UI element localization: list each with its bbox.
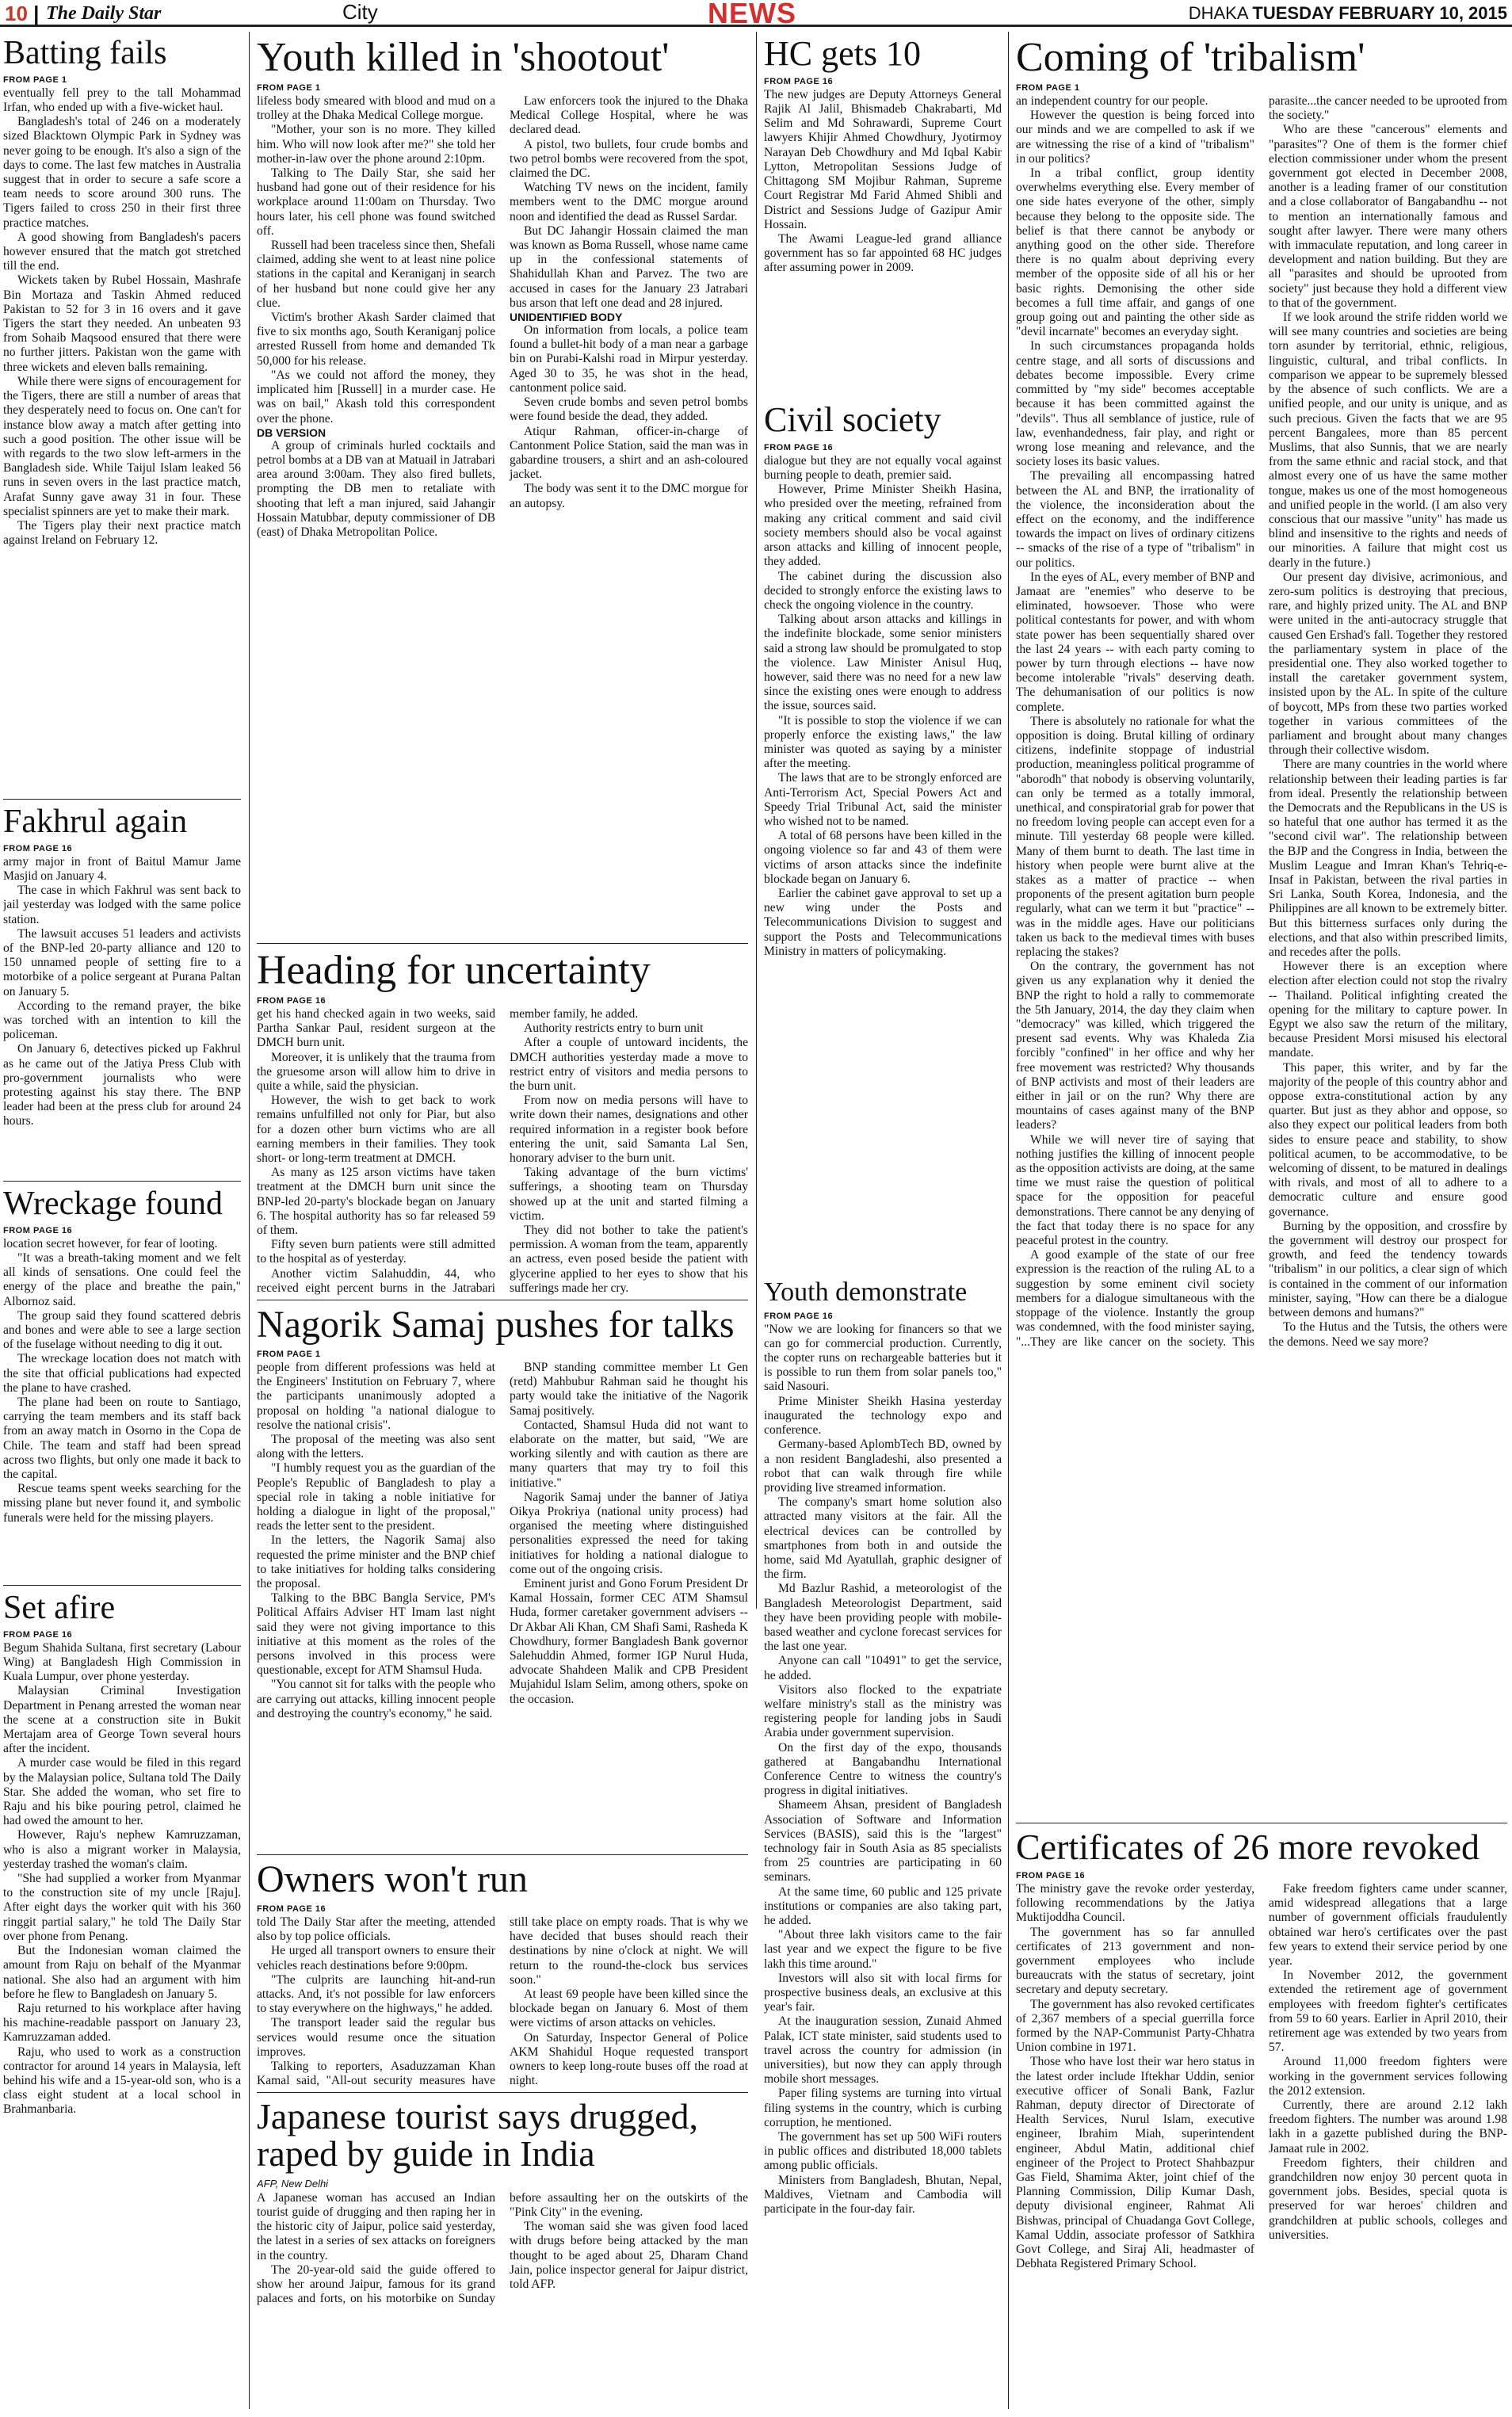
- paragraph: A good example of the state of our free expression is the reaction of the ruling AL to a suggestion by some eminent civil society members for a dialogue simultaneous with the stoppage of the violence. Instantly the group was condemned, with the food minister saying, "...They are like cancer on the society. This parasite...the cancer needed to be uprooted from the society.": [1016, 94, 1507, 1349]
- paragraph: Ministers from Bangladesh, Bhutan, Nepal, Maldives, Vietnam and Cambodia will participate in the four-day fair.: [764, 2173, 1002, 2217]
- paragraph: A good showing from Bangladesh's pacers however ensured that the match got stretched till the end.: [3, 230, 241, 273]
- paragraph: Freedom fighters, their children and grandchildren now enjoy 30 percent quota in government jobs. Besides, special quota is preserved for war heroes' children and grandchildren at public schools, colleges and universities.: [1269, 2155, 1507, 2242]
- story-owners-wont-run: [257, 1861, 748, 2087]
- paragraph: He urged all transport owners to ensure their vehicles reach destinations before 9:00pm.: [257, 1944, 495, 1972]
- headline: Heading for uncertainty: [257, 949, 651, 993]
- newspaper-logo: The Daily Star: [46, 3, 162, 24]
- paragraph: On Saturday, Inspector General of Police AKM Shahidul Hoque requested transport owners to keep long-route buses off the road at night.: [510, 2030, 748, 2087]
- from-page-tag: FROM PAGE 1: [257, 1349, 321, 1359]
- headline: Wreckage found: [3, 1187, 223, 1222]
- paragraph: The proposal of the meeting was also sent along with the letters.: [257, 1432, 495, 1461]
- paragraph: But DC Jahangir Hossain claimed the man was known as Boma Russell, whose name came up in the confessional statements of Shahidullah Khan and Parvez. The two are accused in cases for the January 23 Jatrabari bus arson that left one dead and 28 injured.: [510, 223, 748, 310]
- story-japanese-tourist: [257, 2098, 748, 2414]
- paragraph: The group said they found scattered debris and bones and were able to see a large section of the fuselage without needing to dig it out.: [3, 1308, 241, 1352]
- paragraph: Rescue teams spent weeks searching for the missing plane but never found it, and symbolic funerals were held for the missing players.: [3, 1482, 241, 1525]
- paragraph: The prevailing all encompassing hatred between the AL and BNP, the irrationality of the violence, the inconsideration about the effect on the economy, and the indifference towards the impact on lives of ordinary citizens -- smacks of the rise of a type of "tribalism" in our politics.: [1016, 469, 1254, 570]
- paragraph: The Awami League-led grand alliance government has so far appointed 68 HC judges after assuming power in 2009.: [764, 231, 1002, 275]
- article-body: [764, 88, 1002, 276]
- paragraph: Paper filing systems are turning into virtual filing systems in the country, which is curbing corruption, he mentioned.: [764, 2087, 1002, 2129]
- paragraph: "Now we are looking for financers so that we can go for commercial production. Currently, the copter runs on rechargeable batteries but it is possible to run them from solar panels too," said Nasouri.: [764, 1322, 1002, 1394]
- paragraph: If we look around the strife ridden world we will see many countries and societies are being torn asunder by territorial, ethnic, religious, linguistic, cultural, and tribal conflicts. In comparison we appear to be supremely blessed by the absence of such conflicts. We are a unified people, and our unity is unique, and as such precious. Given the facts that we are 95 percent Bangalees, more than 85 percent Muslims, that also Sunnis, that we are nearly from the same ethnic and racial stock, and that almost every one of us have the same mother tongue, makes us one of the most homogeneous and unified people in the world. (I am also very conscious that our massive "unity" has made us blind and insensitive to the rights and needs of our minorities. A failure that might cost us dearly in the future.): [1269, 311, 1507, 570]
- from-page-tag: FROM PAGE 16: [257, 996, 326, 1006]
- paragraph: In November 2012, the government extended the retirement age of government employees with freedom fighter's certificates from 59 to 60 years. Earlier in April 2010, their retirement age was extended by two years from 57.: [1269, 1968, 1507, 2055]
- paragraph: "It is possible to stop the violence if we can properly enforce the existing laws," the law minister was quoted as saying by a minister after the meeting.: [764, 713, 1002, 771]
- paragraph: BNP standing committee member Lt Gen (retd) Mahbubur Rahman said he thought his party would take the initiative of the Nagorik Samaj positively.: [510, 1360, 748, 1418]
- paragraph: Moreover, it is unlikely that the trauma from the gruesome arson will allow him to drive in quite a while, said the physician.: [257, 1050, 495, 1094]
- paragraph: Watching TV news on the incident, family members went to the DMC morgue around noon and identified the dead as Russel Sardar.: [510, 181, 748, 223]
- from-page-tag: FROM PAGE 16: [3, 1629, 73, 1640]
- headline: Fakhrul again: [3, 805, 188, 840]
- paragraph: Seven crude bombs and seven petrol bombs were found beside the dead, they added.: [510, 395, 748, 424]
- story-civil-society: [764, 403, 1002, 1273]
- paragraph: This paper, this writer, and by far the majority of the people of this country abhor and oppose extra-constitutional action by any quarter. But just as they abhor and oppose, so also they expect our political leaders from both sides to ensure peace and stability, to show political acumen, to be accommodative, to be welcoming of dissent, to be matured in dealings with rivals, and most of all to adhere to a democratic culture and ensure good governance.: [1269, 1060, 1507, 1219]
- headline: Japanese tourist says drugged, raped by guide in India: [257, 2098, 698, 2174]
- paragraph: The lawsuit accuses 51 leaders and activists of the BNP-led 20-party alliance and 120 to 150 unnamed people of setting fire to a motorbike of a police sergeant at Purana Paltan on January 5.: [3, 926, 241, 998]
- paragraph: At the same time, 60 public and 125 private institutions or companies are also taking part, he added.: [764, 1884, 1002, 1927]
- paragraph: people from different professions was held at the Engineers' Institution on February 7, where the participants unanimously adopted a proposal on holding "a national dialogue to resolve the national crisis".: [257, 1360, 495, 1432]
- story-certificates-revoked: [1016, 1829, 1507, 2414]
- story-fakhrul-again: [3, 805, 241, 1174]
- paragraph: In the letters, the Nagorik Samaj also requested the prime minister and the BNP chief to take initiatives for holding talks considering the proposal.: [257, 1533, 495, 1590]
- paragraph: Earlier the cabinet gave approval to set up a new wing under the Posts and Telecommunications Division to suggest and support the Posts and Telecommunications Ministry in matters of policymaking.: [764, 886, 1002, 958]
- paragraph: At the inauguration session, Zunaid Ahmed Palak, ICT state minister, said students used to travel across the country for admission (in universities), but now they can apply through mobile short messages.: [764, 2014, 1002, 2087]
- story-set-afire: [3, 1591, 241, 2414]
- paragraph: "About three lakh visitors came to the fair last year and we expect the figure to be five lakh this time around.": [764, 1928, 1002, 1971]
- headline: Civil society: [764, 403, 941, 439]
- paragraph: Prime Minister Sheikh Hasina yesterday inaugurated the technology expo and conference.: [764, 1394, 1002, 1438]
- paragraph: On the contrary, the government has not given us any explanation why it denied the BNP the right to hold a rally to commemorate the 5th January, 2014, the day they claim when "democracy" was killed, which triggered the present sad events. Why was Khaleda Zia forcibly "confined" in her office and why her free movement was restricted? Why thousands of BNP activists and most of their leaders are either in jail or on the run? Why there are mountains of cases against many of the BNP leaders?: [1016, 960, 1254, 1132]
- paragraph: However, Prime Minister Sheikh Hasina, who presided over the meeting, refrained from making any critical comment and said civil society members should also be vocal against arson attacks and killing of innocent people, they added.: [764, 483, 1002, 569]
- paragraph: On January 6, detectives picked up Fakhrul as he came out of the Jatiya Press Club with pro-government journalists who were protesting against his stay there. The BNP leader had been at the press club for around 24 hours.: [3, 1042, 241, 1128]
- from-page-tag: FROM PAGE 16: [764, 76, 834, 86]
- article-body: [3, 1237, 241, 1525]
- paragraph: The 20-year-old said the guide offered to show her around Jaipur, famous for its grand palaces and forts, on his motorbike on Sunday before assaulting her on the outskirts of the "Pink City" in the evening.: [257, 2190, 748, 2306]
- paragraph: The woman said she was given food laced with drugs before being attacked by the man thought to be aged about 25, Dharam Chand Jain, police inspector general for Jaipur district, told AFP.: [510, 2220, 748, 2292]
- paragraph: There are many countries in the world where relationship between their leading parties is far from ideal. Presently the relationship between the Democrats and the Republicans in the US is so hateful that one author has termed it as the "second civil war". The relationship between the BJP and the Congress in India, between the Muslim League and Imran Khan's Tehriq-e-Insaf in Pakistan, between the rival parties in Sri Lanka, South Korea, Indonesia, and the Philippines are all known to be extremely bitter. But this bitterness surfaces only during the elections, and that also within prescribed limits, and recedes after the polls.: [1269, 758, 1507, 960]
- headline: Set afire: [3, 1591, 116, 1626]
- paragraph: "Mother, your son is no more. They killed him. Who will now look after me?" she told her mother-in-law over the phone around 2:10pm.: [257, 123, 495, 166]
- paragraph: Contacted, Shamsul Huda did not want to elaborate on the matter, but said, "We are working silently and with caution as there are many quarters that may try to foil this initiative.": [510, 1418, 748, 1490]
- paragraph: Our present day divisive, acrimonious, and zero-sum politics is destroying that precious, rare, and highly prized unity. The AL and BNP were united in the anti-autocracy struggle that caused Gen Ershad's fall. Together they restored the parliamentary system in place of the presidential one. They also worked together to install the caretaker government system, insisted upon by the AL. In spite of the culture of boycott, MPs from these two parties worked together in various committees of the parliament and brought about many changes through their collective wisdom.: [1269, 570, 1507, 758]
- paragraph: Law enforcers took the injured to the Dhaka Medical College Hospital, where he was declared dead.: [510, 94, 748, 137]
- paragraph: Authority restricts entry to burn unit: [524, 1021, 704, 1036]
- paragraph: member family, he added.: [510, 1007, 639, 1021]
- paragraph: In such circumstances propaganda holds centre stage, and all sorts of discussions and debates become impossible. Every crime committed by "my side" becomes acceptable because it has been committed against the "devils". Thus all semblance of justice, rule of law, evenhandedness, fair play, and right or wrong lose meaning and relevance, and the society loses its basic values.: [1016, 339, 1254, 469]
- from-page-tag: FROM PAGE 16: [764, 1311, 834, 1321]
- paragraph: However, Raju's nephew Kamruzzaman, who is also a migrant worker in Malaysia, yesterday trashed the woman's claim.: [3, 1828, 241, 1871]
- article-body: [3, 855, 241, 1129]
- story-youth-killed: [257, 36, 748, 938]
- from-page-tag: FROM PAGE 16: [1016, 1870, 1086, 1881]
- paragraph: The Tigers play their next practice match against Ireland on February 12.: [3, 518, 241, 548]
- headline: HC gets 10: [764, 36, 921, 73]
- paragraph: Those who have lost their war hero status in the latest order include Iftekhar Uddin, senior executive officer of Sonali Bank, Fazlur Rahman, deputy director of Directorate of Health Services, Nurul Islam, executive engineer, Ibrahim Miah, superintendent engineer, Abdul Matin, additional chief engineer of the Project to Protect Shahbazpur Gas Field, Shamima Akter, joint chief of the Planning Commission, Dilip Kumar Dash, deputy divisional engineer, Rahmat Ali Bishwas, principal of Chuadanga Govt College, Kamal Uddin, associate professor of Satkhira Govt College, and Siraj Ali, headmaster of Debhata Registered Primary School.: [1016, 2055, 1254, 2271]
- article-body: [1016, 94, 1507, 1350]
- article-body: [257, 2191, 748, 2307]
- paragraph: Investors will also sit with local firms for prospective business deals, an exclusive at this year's fair.: [764, 1971, 1002, 2014]
- paragraph: Who are these "cancerous" elements and "parasites"? One of them is the former chief election commissioner under whom the present government got elected in December 2008, another is a leading framer of our constitution and a close collaborator of Bangabandhu -- not to mention an internationally famous and sought after lawyer. There were many others with immaculate reputation, and long career in development and nation building. But they are all "parasites and should be uprooted from society" just because they hold a different view to that of the government.: [1269, 123, 1507, 310]
- paragraph: told The Daily Star after the meeting, attended also by top police officials.: [257, 1915, 495, 1944]
- paragraph: Visitors also flocked to the expatriate welfare ministry's stall as the ministry was registering people for landing jobs in Saudi Arabia under government supervision.: [764, 1682, 1002, 1740]
- article-body: [764, 454, 1002, 959]
- paragraph: However there is an exception where election after election could not stop the rivalry -- Thailand. Political infighting created the opening for the military to capture power. In Egypt we also saw the return of the military, because President Morsi misused his electoral mandate.: [1269, 960, 1507, 1060]
- paragraph: Russell had been traceless since then, Shefali claimed, adding she went to at least nine police stations in the capital and Keraniganj in search of her husband but none could give her any clue.: [257, 239, 495, 310]
- headline: Youth killed in 'shootout': [257, 36, 670, 80]
- article-body: [257, 1915, 748, 2087]
- story-coming-of-tribalism: [1016, 36, 1507, 1816]
- subheading: UNIDENTIFIED BODY: [510, 311, 623, 324]
- headline: Youth demonstrate: [764, 1279, 968, 1307]
- paragraph: A pistol, two bullets, four crude bombs and two petrol bombs were recovered from the spot, claimed the DC.: [510, 137, 748, 181]
- paragraph: lifeless body smeared with blood and mud on a trolley at the Dhaka Medical College morgue.: [257, 94, 495, 123]
- paragraph: The government has so far annulled certificates of 213 government and non-government employees who include bureaucrats with the status of secretary, joint secretary and deputy secretary.: [1016, 1925, 1254, 1997]
- paragraph: On information from locals, a police team found a bullet-hit body of a man near a garbage bin on Purabi-Kalshi road in Mirpur yesterday. Aged 30 to 35, he was shot in the head, cantonment police said.: [510, 323, 748, 395]
- paragraph: Begum Shahida Sultana, first secretary (Labour Wing) at Bangladesh High Commission in Kuala Lumpur, over phone yesterday.: [3, 1640, 241, 1684]
- paragraph: While we will never tire of saying that nothing justifies the killing of innocent people as the opposition activists are doing, at the same time we must raise the question of political space for the opposition for peaceful demonstrations. There cannot be any denying of the fact that today there is no space for any peaceful protest in the country.: [1016, 1132, 1254, 1248]
- news-label: NEWS: [708, 0, 796, 29]
- paragraph: Md Bazlur Rashid, a meteorologist of the Bangladesh Meteorologist Department, said they have been providing people with mobile-based weather and cyclone forecast services for the last one year.: [764, 1582, 1002, 1654]
- page-number: 10 |: [5, 2, 40, 25]
- paragraph: The government has also revoked certificates of 2,367 members of a special guerrilla force formed by the NAP-Communist Party-Chhatra Union combine in 1971.: [1016, 1997, 1254, 2055]
- paragraph: The new judges are Deputy Attorneys General Rajik Al Jalil, Bhismadeb Chakrabarti, Md Selim and Md Sohrawardi, Supreme Court lawyers Khijir Ahmed Chowdhury, Jyotirmoy Narayan Deb Chowdhury and Md Iqbal Kabir Lytton, Metropolitan Sessions Judge of Chittagong SM Mojibur Rahman, Supreme Court Registrar Md Farid Ahmed Shibli and District and Sessions Judge of Gazipur Amir Hossain.: [764, 87, 1002, 231]
- paragraph: Fake freedom fighters came under scanner, amid widespread allegations that a large number of government officials fraudulently obtained war hero's certificates over the past few years to extend their service period by one year.: [1269, 1881, 1507, 1968]
- paragraph: get his hand checked again in two weeks, said Partha Sankar Paul, resident surgeon at the DMCH burn unit.: [257, 1007, 495, 1050]
- paragraph: As many as 125 arson victims have taken treatment at the DMCH burn unit since the BNP-led 20-party's blockade began on January 6. The hospital authority has so far released 59 of them.: [257, 1166, 495, 1238]
- paragraph: Victim's brother Akash Sarder claimed that five to six months ago, South Keraniganj police arrested Russell from home and demanded Tk 50,000 for his release.: [257, 311, 495, 368]
- headline: Batting fails: [3, 36, 167, 71]
- paragraph: The laws that are to be strongly enforced are Anti-Terrorism Act, Special Powers Act and Speedy Trial Tribunal Act, said the minister who wished not to be named.: [764, 771, 1002, 828]
- paragraph: In the eyes of AL, every member of BNP and Jamaat are "enemies" who deserve to be eliminated, howsoever. Those who were political contestants for power, and with whom state power has been sequentially shared over the last 24 years -- with each party coming to power by turn through elections -- have now become intolerable "rivals" deserving death. The dehumanisation of our politics is now complete.: [1016, 570, 1254, 714]
- story-nagorik-samaj: [257, 1306, 748, 1850]
- article-body: [257, 94, 748, 540]
- paragraph: Fifty seven burn patients were still admitted to the hospital as of yesterday.: [257, 1238, 495, 1266]
- article-body: [257, 1361, 748, 1721]
- paragraph: From now on media persons will have to write down their names, designations and other required information in a register book before entering the unit, said Samanta Lal Sen, honorary adviser to the burn unit.: [510, 1094, 748, 1166]
- paragraph: Talking to reporters, Asaduzzaman Khan Kamal said, "All-out security measures have still take place on empty roads. That is why we have decided that buses should reach their destinations by nine o'clock at night. We will return to the round-the-clock bus services soon.": [257, 1915, 748, 2087]
- article-body: [1016, 1882, 1507, 2271]
- paragraph: Atiqur Rahman, officer-in-charge of Cantonment Police Station, said the man was in gabardine trousers, a shirt and an ash-coloured jacket.: [510, 424, 748, 482]
- paragraph: The ministry gave the revoke order yesterday, following recommendations by the Jatiya Muktijoddha Council.: [1016, 1881, 1254, 1925]
- paragraph: While there were signs of encouragement for the Tigers, there are still a number of areas that they desperately need to focus on. One can't for instance blow away a match after getting into such a good position. The other issue will be with regards to the two slow left-armers in the Bangladesh side. While Taijul Islam leaked 56 runs in seven overs in the last practice match, Arafat Sunny gave away 31 in four. These specialist spinners are yet to make their mark.: [3, 374, 241, 518]
- from-page-tag: FROM PAGE 16: [3, 843, 73, 853]
- paragraph: Currently, there are around 2.12 lakh freedom fighters. The number was around 1.98 lakh in a gazette published during the BNP-Jamaat rule in 2002.: [1269, 2098, 1507, 2155]
- from-page-tag: FROM PAGE 16: [3, 1225, 73, 1235]
- paragraph: an independent country for our people.: [1016, 94, 1208, 109]
- headline: Owners won't run: [257, 1861, 528, 1900]
- article-body: [3, 1641, 241, 2117]
- paragraph: Bangladesh's total of 246 on a moderately sized Blacktown Olympic Park in Sydney was never going to be enough. It's also a sign of the days to come. The last few matches in Australia suggest that in order to secure a safe score a team needs to score around 300 runs. The Tigers failed to cross 250 in their first three practice matches.: [3, 115, 241, 230]
- paragraph: The transport leader said the regular bus services would resume once the situation improves.: [257, 2016, 495, 2059]
- paragraph: "You cannot sit for talks with the people who are carrying out attacks, killing innocent people and destroying the country's economy," he said.: [257, 1678, 495, 1720]
- paragraph: Burning by the opposition, and crossfire by the government will destroy our prospect for growth, and feed the tendency towards "tribalism" in our politics, a clear sign of which is contained in the comment of our information minister, saying, "How can there be a dialogue between demons and humans?": [1269, 1219, 1507, 1320]
- paragraph: A murder case would be filed in this regard by the Malaysian police, Sultana told The Daily Star. She added the woman, who set fire to Raju and his bike pouring petrol, claimed he had owed the amount to her.: [3, 1756, 241, 1828]
- paragraph: Malaysian Criminal Investigation Department in Penang arrested the woman near the scene at a construction site in Bukit Mertajam area of George Town several hours after the incident.: [3, 1684, 241, 1756]
- paragraph: "She had supplied a worker from Myanmar to the construction site of my uncle [Raju]. After eight days the worker quit with his 360 ringgit partial salary," he told The Daily Star over phone from Penang.: [3, 1872, 241, 1943]
- paragraph: Eminent jurist and Gono Forum President Dr Kamal Hossain, former CEC ATM Shamsul Huda, former caretaker government advisers -- Dr Akbar Ali Khan, CM Shafi Sami, Rasheda K Chowdhury, former Bangladesh Bank governor Salehuddin Ahmed, former IGP Nurul Huda, advocate Shahdeen Malik and CPB President Mujahidul Islam Selim, among others, spoke on the occasion.: [510, 1577, 748, 1706]
- byline: AFP, New Delhi: [257, 2177, 329, 2190]
- paragraph: But the Indonesian woman claimed the amount from Raju on behalf of the Myanmar national. She also had an argument with him before he flew to Bangladesh on January 5.: [3, 1944, 241, 2001]
- paragraph: "I humbly request you as the guardian of the People's Republic of Bangladesh to play a special role in taking a noble initiative for holding a dialogue in light of the proposal," reads the letter sent to the president.: [257, 1461, 495, 1533]
- from-page-tag: FROM PAGE 1: [1016, 83, 1080, 94]
- from-page-tag: FROM PAGE 1: [3, 74, 67, 85]
- paragraph: However, the wish to get back to work remains unfulfilled not only for Piar, but also for a dozen other burn victims who are all earning members in their families. They took short- or long-term treatment at DMCH.: [257, 1094, 495, 1166]
- paragraph: Anyone can call "10491" to get the service, he added.: [764, 1654, 1002, 1682]
- paragraph: The case in which Fakhrul was sent back to jail yesterday was lodged with the same police station.: [3, 884, 241, 926]
- paragraph: army major in front of Baitul Mamur Jame Masjid on January 4.: [3, 854, 241, 884]
- paragraph: The body was sent it to the DMC morgue for an autopsy.: [510, 482, 748, 510]
- paragraph: In a tribal conflict, group identity overwhelms everything else. Every member of one side hates everyone of the other, simply because they belong to the opposite side. The belief is that there cannot be anybody or anything good on the other side. Therefore there is no qualm about depriving every member of the opposite side of all his or her basic rights. Demonising the other side becomes a full time affair, and gangs of one group going out and painting the other side as "devil incarnate" becomes an everyday sight.: [1016, 166, 1254, 339]
- article-body: [3, 86, 241, 548]
- paragraph: A group of criminals hurled cocktails and petrol bombs at a DB van at Matuail in Jatrabari area around 3:00am. They also fired bullets, prompting the DB men to retaliate with shooting that left a man injured, said Jahangir Hossain Matubbar, deputy commissioner of DB (east) of Dhaka Metropolitan Police.: [257, 438, 495, 539]
- paragraph: There is absolutely no rationale for what the opposition is doing. Brutal killing of ordinary citizens, indefinite stoppage of industrial production, meaningless political programme of "aborodh" that nobody is observing voluntarily, can only be termed as a totally immoral, unethical, and conspiratorial grab for power that no freedom loving people can accept even for a minute. Till yesterday 68 people were killed. Many of them burnt to death. The last time in history when people were burnt alive at the stakes as a matter of practice -- when proponents of the present agitation burn people regularly, what can we term it but "practice" -- was in the middle ages. Have our politicians taken us back to the medieval times with buses replacing the stakes?: [1016, 714, 1254, 960]
- paragraph: A Japanese woman has accused an Indian tourist guide of drugging and then raping her in the historic city of Jaipur, police said yesterday, the latest in a series of sex attacks on foreigners in the country.: [257, 2190, 495, 2262]
- paragraph: eventually fell prey to the tall Mohammad Irfan, who ended up with a five-wicket haul.: [3, 86, 241, 115]
- story-batting-fails: [3, 36, 241, 793]
- paragraph: The wreckage location does not match with the site that official publications had expected the plane to have crashed.: [3, 1352, 241, 1395]
- story-heading-for-uncertainty: [257, 949, 748, 1295]
- paragraph: After a couple of untoward incidents, the DMCH authorities yesterday made a move to restrict entry of visitors and media persons to the burn unit.: [510, 1036, 748, 1094]
- paragraph: Nagorik Samaj under the banner of Jatiya Oikya Prokriya (national unity process) had organised the meeting where distinguished personalities expressed the need for taking initiatives for holding a national dialogue to come out of the ongoing crisis.: [510, 1490, 748, 1576]
- paragraph: Talking about arson attacks and killings in the indefinite blockade, some senior ministers said a strong law should be promulgated to stop the violence. Law Minister Anisul Huq, however, said there was no need for a new law since the existing ones were enough to address the issue, sources said.: [764, 613, 1002, 713]
- subheading: DB VERSION: [257, 426, 326, 439]
- paragraph: However the question is being forced into our minds and we are compelled to ask if we are witnessing the rise of a kind of "tribalism" in our politics?: [1016, 109, 1254, 166]
- paragraph: According to the remand prayer, the bike was torched with an intention to kill the policeman.: [3, 998, 241, 1042]
- headline: Nagorik Samaj pushes for talks: [257, 1306, 735, 1346]
- paragraph: Raju returned to his workplace after having his machine-readable passport on January 23, Kamruzzaman added.: [3, 2001, 241, 2045]
- paragraph: dialogue but they are not equally vocal against burning people to death, premier said.: [764, 453, 1002, 483]
- paragraph: location secret however, for fear of looting.: [3, 1236, 218, 1251]
- paragraph: Talking to the BBC Bangla Service, PM's Political Affairs Adviser HT Imam last night said they were not giving importance to this initiative at this moment as the roles of the persons involved in this process were questionable, except for ATM Shamsul Huda.: [257, 1591, 495, 1678]
- paragraph: Wickets taken by Rubel Hossain, Mashrafe Bin Mortaza and Taskin Ahmed reduced Pakistan to 52 for 3 in 16 overs and it gave Tigers the start they needed. An unbeaten 93 from Sohaib Maqsood ensured that there were no further jitters. Pakistan won the game with three wickets and eleven balls remaining.: [3, 273, 241, 374]
- paragraph: The government has set up 500 WiFi routers in public offices and distributed 18,000 tablets among public officials.: [764, 2130, 1002, 2173]
- paragraph: At least 69 people have been killed since the blockade began on January 6. Most of them were victims of arson attacks on vehicles.: [510, 1987, 748, 2030]
- story-youth-demonstrate: [764, 1279, 1002, 2414]
- masthead: [0, 0, 1512, 27]
- story-hc-gets-10: [764, 36, 1002, 396]
- story-wreckage-found: [3, 1187, 241, 1579]
- dateline: DHAKA TUESDAY FEBRUARY 10, 2015: [1188, 3, 1507, 23]
- from-page-tag: FROM PAGE 16: [764, 442, 834, 452]
- paragraph: "The culprits are launching hit-and-run attacks. And, it's not possible for law enforcers to stay everywhere on the highways," he added.: [257, 1972, 495, 2016]
- paragraph: Another victim Salahuddin, 44, who received eight percent burns in the Jatrabari: [257, 1266, 495, 1295]
- paragraph: Shameem Ahsan, president of Bangladesh Association of Software and Information Services (BASIS), said this is the "largest" technology fair in South Asia as 85 specialists from 25 countries are participating in 60 seminars.: [764, 1798, 1002, 1884]
- from-page-tag: FROM PAGE 16: [257, 1903, 326, 1914]
- paragraph: "It was a breath-taking moment and we felt all kinds of sensations. One could feel the energy of the place and breathe the pain," Albornoz said.: [3, 1251, 241, 1308]
- paragraph: A total of 68 persons have been killed in the ongoing violence so far and 43 of them were victims of arson attacks since the indefinite blockade began on January 6.: [764, 829, 1002, 886]
- paragraph: To the Hutus and the Tutsis, the others were the demons. Need we say more?: [1269, 1320, 1507, 1349]
- paragraph: Talking to The Daily Star, she said her husband had gone out of their residence for his workplace around 11:00am on Thursday. Two hours later, his cell phone was found switched off.: [257, 166, 495, 238]
- headline: Certificates of 26 more revoked: [1016, 1829, 1480, 1867]
- paragraph: The plane had been on route to Santiago, carrying the team members and its staff back from an away match in Osorno in the Copa de Chile. The team and staff had been spread across two flights, but only one made it back to the capital.: [3, 1396, 241, 1482]
- paragraph: "As we could not afford the money, they implicated him [Russell] in a murder case. He was on bail," Akash told this correspondent over the phone.: [257, 368, 495, 426]
- headline: Coming of 'tribalism': [1016, 36, 1365, 80]
- paragraph: The company's smart home solution also attracted many visitors at the fair. All the electrical devices can be controlled by smartphones from both in and outside the home, said Md Ayatullah, graphic designer of the firm.: [764, 1495, 1002, 1582]
- paragraph: Taking advantage of the burn victims' sufferings, a shooting team on Thursday showed up at the unit and started filming a victim.: [510, 1166, 748, 1223]
- paragraph: On the first day of the expo, thousands gathered at Bangabandhu International Conference Centre to witness the country's progress in digital initiatives.: [764, 1740, 1002, 1798]
- paragraph: The cabinet during the discussion also decided to strongly enforce the existing laws to check the ongoing violence in the country.: [764, 569, 1002, 612]
- paragraph: They did not bother to take the patient's permission. A woman from the team, apparently an actress, even posed beside the patient with glycerine applied to her eyes to show that his sufferings made her cry.: [510, 1224, 748, 1295]
- article-body: [764, 1323, 1002, 2217]
- article-body: [257, 1007, 748, 1295]
- from-page-tag: FROM PAGE 1: [257, 83, 321, 94]
- paragraph: Raju, who used to work as a construction contractor for around 14 years in Malaysia, left behind his wife and a 15-year-old son, who is a class eight student at a local school in Brahmanbaria.: [3, 2045, 241, 2117]
- paragraph: Germany-based AplombTech BD, owned by a non resident Bangladeshi, also presented a robot that can walk through fire while providing live streamed information.: [764, 1438, 1002, 1495]
- section-name: City: [342, 0, 378, 24]
- paragraph: Around 11,000 freedom fighters were working in the government services following the 2012 extension.: [1269, 2055, 1507, 2098]
